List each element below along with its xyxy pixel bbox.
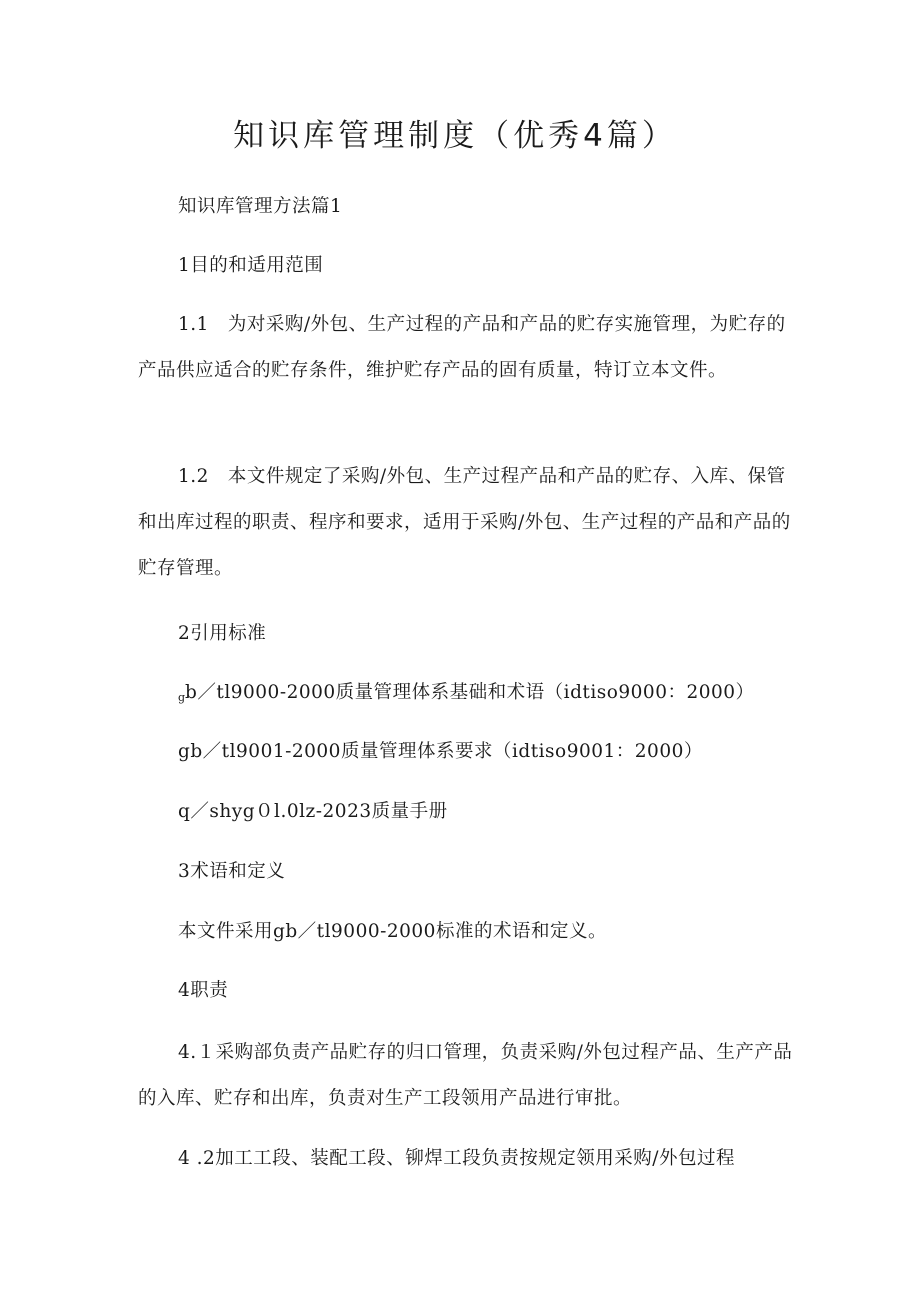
paragraph: 4 .2加工工段、装配工段、铆焊工段负责按规定领用采购/外包过程 bbox=[178, 1148, 736, 1169]
reference-item: gb／tl9001-2000质量管理体系要求（idtiso9001：2000） bbox=[178, 741, 703, 762]
page-title: 知识库管理制度（优秀4篇） bbox=[233, 118, 677, 154]
section-heading: 知识库管理方法篇1 bbox=[178, 196, 343, 217]
paragraph: 4.１采购部负责产品贮存的归口管理，负责采购/外包过程产品、生产产品的入库、贮存和出库，负责对生产工段领用产品进行审批。 bbox=[138, 1042, 793, 1109]
section-heading: 2引用标准 bbox=[178, 623, 267, 644]
paragraph: 1.2 本文件规定了采购/外包、生产过程产品和产品的贮存、入库、保管和出库过程的职责、程序和要求，适用于采购/外包、生产过程的产品和产品的贮存管理。 bbox=[138, 466, 791, 579]
reference-item bbox=[138, 670, 798, 721]
reference-text: b／tl9000-2000质量管理体系基础和术语（idtiso9000：2000） bbox=[185, 682, 755, 703]
reference-prefix: g bbox=[178, 691, 186, 704]
section-heading: 3术语和定义 bbox=[178, 861, 286, 882]
section-heading: 4职责 bbox=[178, 980, 229, 1001]
paragraph: 本文件采用gb／tl9000-2000标准的术语和定义。 bbox=[178, 921, 607, 942]
section-heading: 1目的和适用范围 bbox=[178, 255, 324, 276]
reference-item: q／shyg０l.0lz-2023质量手册 bbox=[178, 801, 448, 822]
paragraph: 1.1 为对采购/外包、生产过程的产品和产品的贮存实施管理，为贮存的产品供应适合的贮存条件，维护贮存产品的固有质量，特订立本文件。 bbox=[138, 314, 786, 381]
